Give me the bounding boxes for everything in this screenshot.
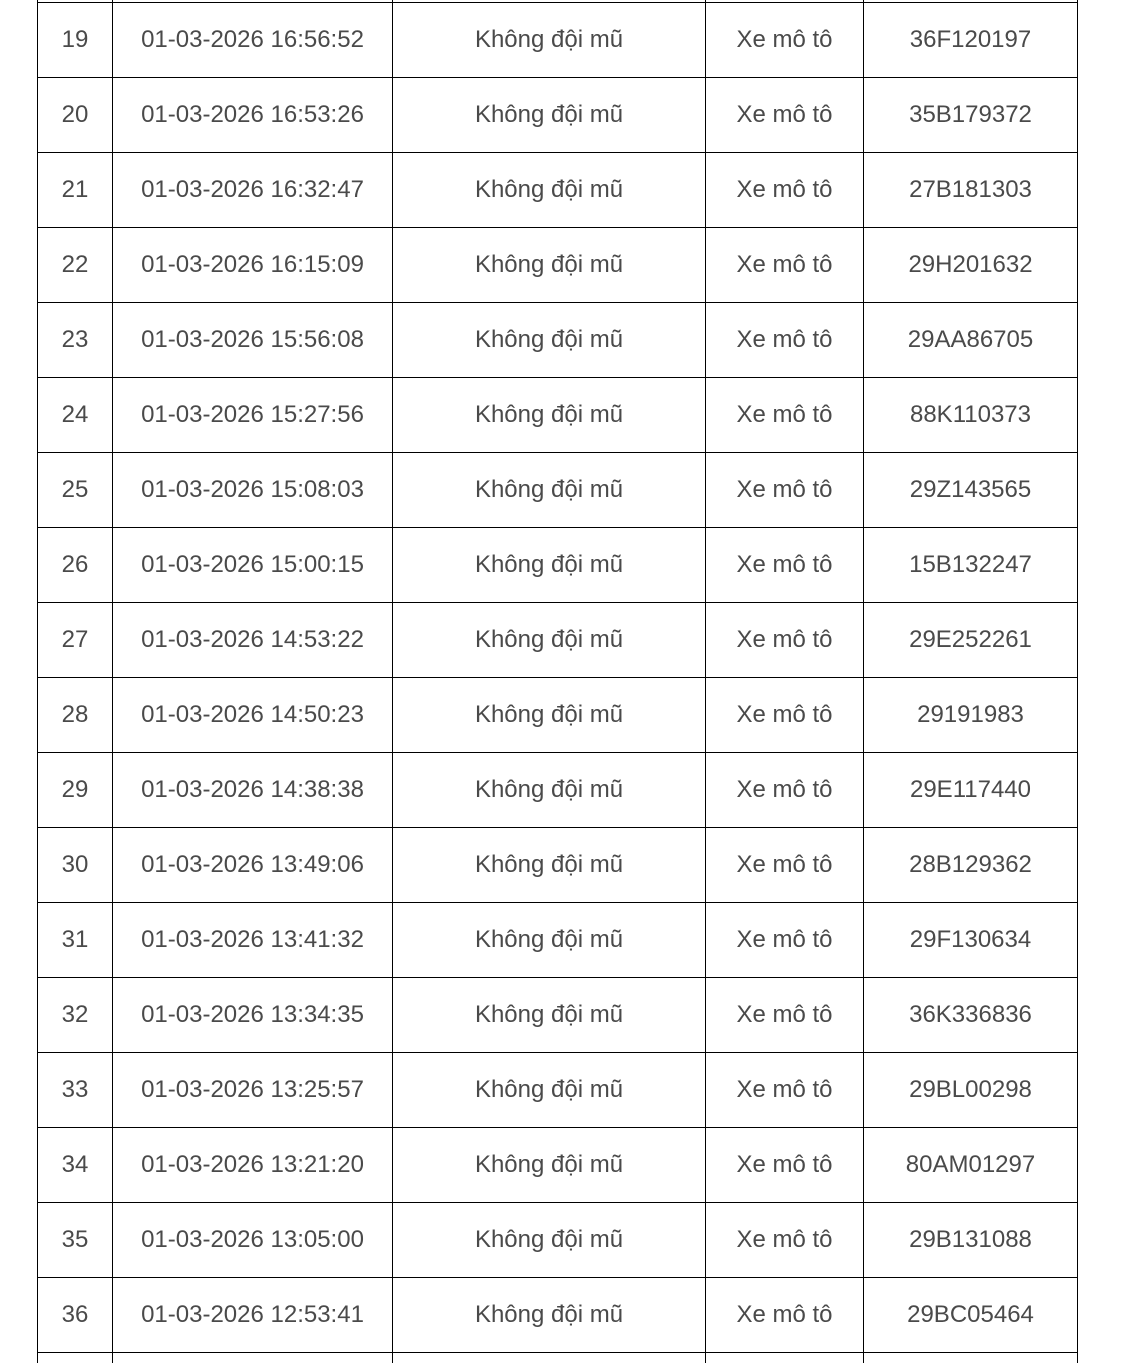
table-row [38,753,1078,828]
cell-violation-datetime: 01-03-2026 13:34:35 [113,978,393,1053]
cell-license-plate: 27B181303 [864,153,1078,228]
cell-violation-type: Không đội mũ [393,1128,706,1203]
cell-row-number: 19 [38,3,113,78]
table-row [38,528,1078,603]
cell-vehicle-type: Xe mô tô [706,603,864,678]
cell-license-plate: 29Z143565 [864,453,1078,528]
cell-violation-datetime: 01-03-2026 13:41:32 [113,903,393,978]
cell-violation-type: Không đội mũ [393,3,706,78]
cell-violation-datetime: 01-03-2026 15:00:15 [113,528,393,603]
cell-empty [113,1353,393,1363]
cell-vehicle-type: Xe mô tô [706,1053,864,1128]
cell-vehicle-type: Xe mô tô [706,978,864,1053]
cell-row-number: 29 [38,753,113,828]
table-row [38,228,1078,303]
cell-row-number: 34 [38,1128,113,1203]
cell-violation-datetime: 01-03-2026 14:53:22 [113,603,393,678]
table-row [38,1203,1078,1278]
cell-violation-datetime: 01-03-2026 14:50:23 [113,678,393,753]
cell-license-plate: 29E252261 [864,603,1078,678]
cell-row-number: 36 [38,1278,113,1353]
cell-violation-type: Không đội mũ [393,678,706,753]
cell-row-number: 30 [38,828,113,903]
cell-empty [706,1353,864,1363]
table-row [38,3,1078,78]
cell-violation-datetime: 01-03-2026 16:15:09 [113,228,393,303]
table-row [38,378,1078,453]
table-row [38,1278,1078,1353]
cell-violation-type: Không đội mũ [393,1203,706,1278]
table-row [38,453,1078,528]
cell-license-plate: 29191983 [864,678,1078,753]
cell-license-plate: 36F120197 [864,3,1078,78]
cell-row-number: 31 [38,903,113,978]
cell-violation-type: Không đội mũ [393,1278,706,1353]
cell-empty [864,1353,1078,1363]
table-row [38,153,1078,228]
cell-violation-type: Không đội mũ [393,828,706,903]
cell-violation-datetime: 01-03-2026 15:08:03 [113,453,393,528]
cell-vehicle-type: Xe mô tô [706,903,864,978]
cell-violation-datetime: 01-03-2026 14:38:38 [113,753,393,828]
cell-license-plate: 80AM01297 [864,1128,1078,1203]
table-row [38,603,1078,678]
violations-table-container [37,0,1078,1363]
table-row [38,978,1078,1053]
cell-violation-type: Không đội mũ [393,453,706,528]
cell-row-number: 21 [38,153,113,228]
table-row [38,303,1078,378]
violations-table-body [38,0,1078,1363]
cell-row-number: 33 [38,1053,113,1128]
cell-violation-datetime: 01-03-2026 16:32:47 [113,153,393,228]
cell-vehicle-type: Xe mô tô [706,378,864,453]
cell-violation-type: Không đội mũ [393,978,706,1053]
cell-violation-datetime: 01-03-2026 16:53:26 [113,78,393,153]
table-row-partial-bottom [38,1353,1078,1363]
cell-violation-type: Không đội mũ [393,78,706,153]
cell-vehicle-type: Xe mô tô [706,303,864,378]
cell-license-plate: 88K110373 [864,378,1078,453]
cell-vehicle-type: Xe mô tô [706,453,864,528]
table-row [38,678,1078,753]
cell-vehicle-type: Xe mô tô [706,228,864,303]
cell-violation-datetime: 01-03-2026 12:53:41 [113,1278,393,1353]
cell-violation-datetime: 01-03-2026 15:27:56 [113,378,393,453]
cell-violation-type: Không đội mũ [393,528,706,603]
violations-table [37,0,1078,1363]
cell-violation-type: Không đội mũ [393,1053,706,1128]
cell-row-number: 26 [38,528,113,603]
cell-row-number: 35 [38,1203,113,1278]
cell-vehicle-type: Xe mô tô [706,1128,864,1203]
cell-violation-type: Không đội mũ [393,603,706,678]
cell-vehicle-type: Xe mô tô [706,828,864,903]
cell-license-plate: 29AA86705 [864,303,1078,378]
cell-violation-type: Không đội mũ [393,903,706,978]
cell-empty [38,1353,113,1363]
cell-violation-datetime: 01-03-2026 13:25:57 [113,1053,393,1128]
cell-license-plate: 29BC05464 [864,1278,1078,1353]
cell-row-number: 23 [38,303,113,378]
cell-violation-datetime: 01-03-2026 16:56:52 [113,3,393,78]
cell-vehicle-type: Xe mô tô [706,3,864,78]
cell-license-plate: 29E117440 [864,753,1078,828]
cell-violation-type: Không đội mũ [393,753,706,828]
cell-license-plate: 36K336836 [864,978,1078,1053]
cell-license-plate: 29H201632 [864,228,1078,303]
cell-license-plate: 29B131088 [864,1203,1078,1278]
cell-row-number: 20 [38,78,113,153]
cell-row-number: 24 [38,378,113,453]
cell-violation-type: Không đội mũ [393,378,706,453]
table-row [38,78,1078,153]
cell-row-number: 32 [38,978,113,1053]
cell-vehicle-type: Xe mô tô [706,678,864,753]
cell-license-plate: 29F130634 [864,903,1078,978]
cell-violation-datetime: 01-03-2026 15:56:08 [113,303,393,378]
cell-vehicle-type: Xe mô tô [706,753,864,828]
cell-row-number: 27 [38,603,113,678]
cell-row-number: 25 [38,453,113,528]
table-row [38,828,1078,903]
cell-vehicle-type: Xe mô tô [706,78,864,153]
cell-row-number: 28 [38,678,113,753]
cell-violation-type: Không đội mũ [393,153,706,228]
cell-empty [393,1353,706,1363]
cell-vehicle-type: Xe mô tô [706,1203,864,1278]
cell-violation-datetime: 01-03-2026 13:21:20 [113,1128,393,1203]
cell-violation-datetime: 01-03-2026 13:49:06 [113,828,393,903]
cell-license-plate: 29BL00298 [864,1053,1078,1128]
cell-violation-datetime: 01-03-2026 13:05:00 [113,1203,393,1278]
cell-vehicle-type: Xe mô tô [706,528,864,603]
cell-violation-type: Không đội mũ [393,303,706,378]
table-row [38,903,1078,978]
cell-violation-type: Không đội mũ [393,228,706,303]
cell-license-plate: 28B129362 [864,828,1078,903]
cell-row-number: 22 [38,228,113,303]
table-row [38,1128,1078,1203]
table-row [38,1053,1078,1128]
cell-license-plate: 15B132247 [864,528,1078,603]
cell-vehicle-type: Xe mô tô [706,153,864,228]
cell-vehicle-type: Xe mô tô [706,1278,864,1353]
cell-license-plate: 35B179372 [864,78,1078,153]
